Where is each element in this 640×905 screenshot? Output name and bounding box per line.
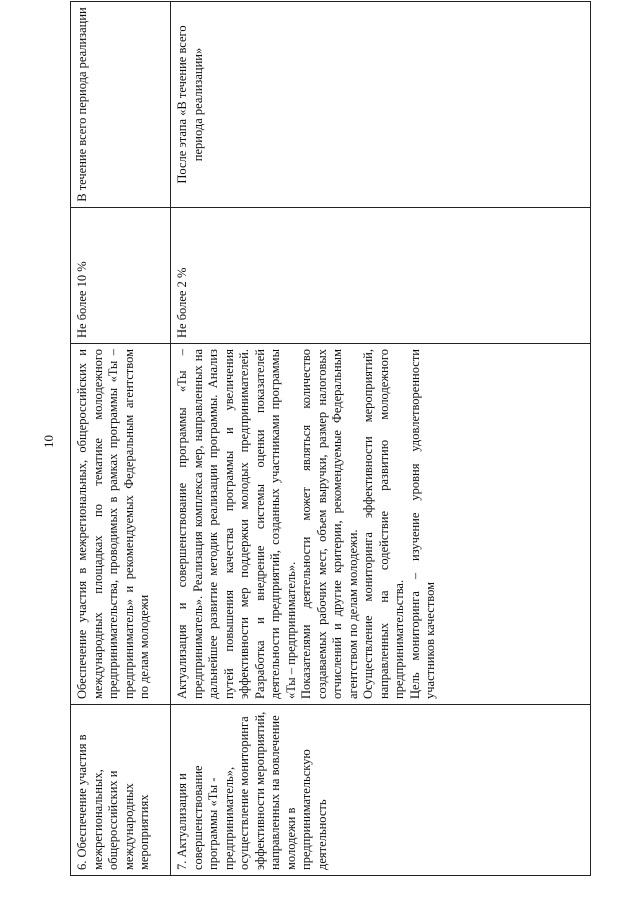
description-paragraph: Показателями деятельности может являться количество создаваемых рабочих мест, объем выручки, размер налоговых отчислений и другие критерии, рекомендуемые Федеральным агентством по делам молодежи. <box>299 349 360 699</box>
table-row <box>71 2 171 876</box>
measure-title-cell: 6. Обеспечение участия в межрегиональных, общероссийских и международных мероприятиях <box>71 705 171 876</box>
measure-indicator-cell: Не более 10 % <box>71 208 171 344</box>
measure-term-cell: В течение всего периода реализации <box>71 2 171 208</box>
measure-description-cell: Обеспечение участия в межрегиональных, общероссийских и международных площадках по тематике молодежного предпринимательства, проводимых в рамках программы «Ты – предприниматель» и рекомендуемых Федеральным агентством по делам молодежи <box>71 344 171 705</box>
page-number: 10 <box>41 435 56 448</box>
description-paragraph: Осуществление мониторинга эффективности мероприятий, направленных на содействие развитию молодежного предпринимательства. <box>361 349 406 699</box>
measure-title-cell: 7. Актуализация и совершенствование программы «Ты - предприниматель», осуществление мониторинга эффективности мероприятий, направленных на вовлечение молодежи в предпринимательскую деятельность <box>171 705 591 876</box>
measure-term-cell: После этапа «В течение всего периода реализации» <box>171 2 591 208</box>
description-paragraph: Цель мониторинга – изучение уровня удовлетворенности участников качеством <box>407 349 437 699</box>
table-row <box>171 2 591 876</box>
measure-description-cell <box>171 344 591 705</box>
description-paragraph: Актуализация и совершенствование программы «Ты – предприниматель». Реализация комплекса мер, направленных на дальнейшее развитие методик реализации программы. Анализ путей повышения качества программы и увеличения эффективности мер поддержки молодых предпринимателей. Разработка и внедрение системы оценки показателей деятельности предприятий, созданных участниками программы «Ты – предприниматель». <box>175 349 298 699</box>
measure-indicator-cell: Не более 2 % <box>171 208 591 344</box>
rotated-table-container <box>70 7 590 876</box>
program-measures-table <box>70 1 591 876</box>
